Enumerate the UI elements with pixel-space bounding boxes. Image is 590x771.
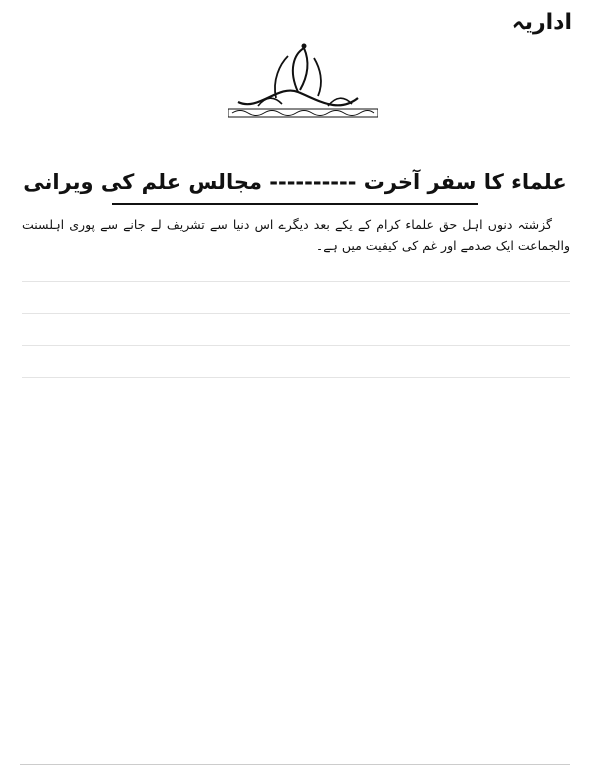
ornament-band-icon bbox=[228, 106, 378, 120]
section-label: اداریہ bbox=[511, 10, 572, 35]
paragraph-3 bbox=[22, 292, 570, 314]
paragraph-2 bbox=[22, 260, 570, 282]
paragraph-5 bbox=[22, 356, 570, 378]
article-title: علماء کا سفر آخرت ---------- مجالس علم کی ویرانی bbox=[23, 170, 567, 194]
paragraph-1: گزشتہ دنوں اہل حق علماء کرام کے یکے بعد دیگرے اس دنیا سے تشریف لے جانے سے پوری اہلسنت والجماعت ایک صدمے اور غم کی کیفیت میں ہے۔ bbox=[22, 217, 570, 253]
title-underline bbox=[112, 203, 478, 205]
paragraph-4 bbox=[22, 324, 570, 346]
article-body bbox=[22, 214, 570, 388]
page-bottom-rule bbox=[20, 764, 570, 765]
